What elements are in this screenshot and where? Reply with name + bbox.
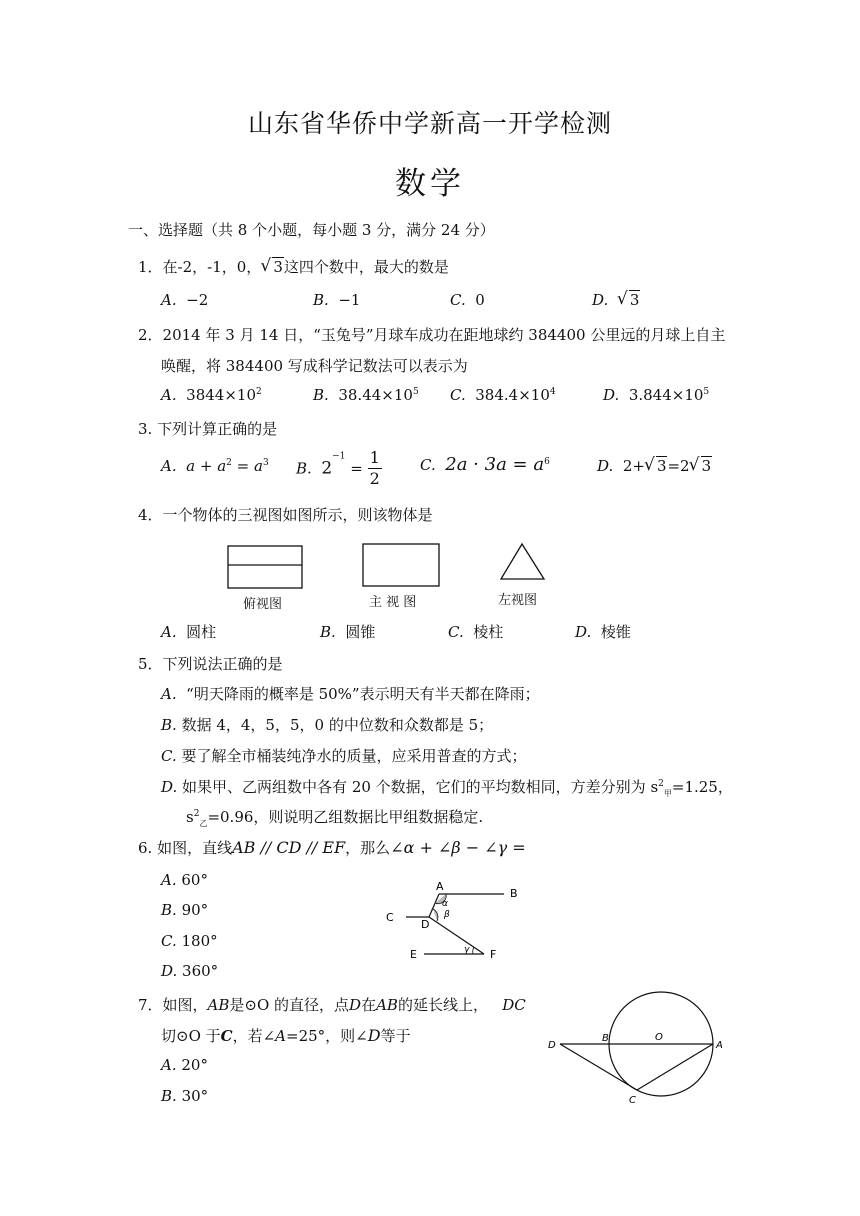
q3-option-a: A. $a + a^2 = a^3$ xyxy=(161,457,269,475)
line-df xyxy=(429,917,484,954)
q5-option-d-line1: D. 如果甲、乙两组数中各有 20 个数据，它们的平均数相同，方差分别为 $s^2_甲=1.25$， xyxy=(161,778,733,798)
label-c: C xyxy=(629,1095,636,1106)
chord-ca xyxy=(637,1044,713,1090)
question-5: 5．下列说法正确的是 xyxy=(138,655,283,673)
side-view-triangle xyxy=(501,544,544,579)
gamma-arc xyxy=(473,947,474,954)
q4-option-b: B. 圆锥 xyxy=(320,623,376,641)
question-2-line1: 2．2014 年 3 月 14 日，“玉兔号”月球车成功在距地球约 384400 公里远的月球上自主 xyxy=(138,326,726,344)
tangent-dc xyxy=(560,1044,637,1090)
q1-option-c: C. 0 xyxy=(450,291,485,309)
q6-option-b: B. 90° xyxy=(161,901,209,919)
label-a: A xyxy=(716,1040,723,1051)
label-c: C xyxy=(386,911,394,924)
question-6: 6. 如图，直线AB // CD // EF，那么∠α + ∠β − ∠γ = xyxy=(138,838,526,857)
q1-stem-a: 1．在-2，-1，0， xyxy=(138,258,262,276)
label-e: E xyxy=(410,948,417,961)
q1-option-d: D. √ 3 xyxy=(592,291,640,309)
q1-option-a: A. −2 xyxy=(161,291,209,309)
question-4: 4．一个物体的三视图如图所示，则该物体是 xyxy=(138,506,433,524)
top-view-rect xyxy=(228,546,302,588)
q1-stem-c: 这四个数中，最大的数是 xyxy=(283,258,449,276)
label-beta: β xyxy=(444,910,450,920)
beta-arc xyxy=(433,909,438,921)
view-label-top: 俯视图 xyxy=(243,597,283,612)
label-o: O xyxy=(655,1032,663,1043)
circle-tangent-figure xyxy=(540,985,740,1107)
q6-option-a: A. 60° xyxy=(161,871,208,889)
q2-option-c: C. $384.4\times 10^4$ xyxy=(450,386,556,404)
front-view-rect xyxy=(363,544,439,586)
q5-option-b: B. 数据 4，4，5，5，0 的中位数和众数都是 5； xyxy=(161,716,494,734)
label-f: F xyxy=(490,948,497,961)
label-d: D xyxy=(421,918,430,931)
subject-heading: 数学 xyxy=(395,166,465,202)
section-heading: 一、选择题（共 8 个小题，每小题 3 分，满分 24 分） xyxy=(128,221,495,239)
q5-option-d-line2: $s^2_乙=0.96$，则说明乙组数据比甲组数据稳定. xyxy=(186,808,484,828)
question-7-line2: 切⊙O 于C，若∠A=25°，则∠D等于 xyxy=(161,1026,411,1045)
q5-option-c: C. 要了解全市桶装纯净水的质量，应采用普查的方式； xyxy=(161,747,527,765)
question-7-line1: 7．如图，AB是⊙O 的直径，点D在AB的延长线上， DC xyxy=(138,996,526,1014)
page-title: 山东省华侨中学新高一开学检测 xyxy=(247,109,612,138)
question-1 xyxy=(138,256,449,277)
question-3: 3. 下列计算正确的是 xyxy=(138,420,278,438)
q6-option-d: D. 360° xyxy=(161,962,219,980)
q3-option-c: C. $2a \cdot 3a = a^6$ xyxy=(420,454,550,475)
q7-option-b: B. 30° xyxy=(161,1087,209,1105)
label-alpha: α xyxy=(442,899,448,909)
q1-option-b: B. −1 xyxy=(313,291,361,309)
question-2-line2: 唤醒，将 384400 写成科学记数法可以表示为 xyxy=(161,357,468,375)
q4-option-d: D. 棱锥 xyxy=(575,623,631,641)
label-a: A xyxy=(436,880,444,893)
label-d: D xyxy=(548,1040,556,1051)
q6-option-c: C. 180° xyxy=(161,932,218,950)
q2-option-a: A. $3844\times 10^2$ xyxy=(161,386,262,404)
sqrt-symbol: √ 3 xyxy=(261,258,284,276)
label-gamma: γ xyxy=(464,945,470,955)
view-label-front: 主 视 图 xyxy=(369,595,417,610)
parallel-lines-figure xyxy=(380,876,530,964)
label-b: B xyxy=(510,887,518,900)
q2-option-d: D. $3.844\times 10^5$ xyxy=(603,386,710,404)
label-b: B xyxy=(602,1033,609,1044)
q3-option-b: B. $2^{-1}$ = $\frac{1}{2}$ xyxy=(296,448,380,488)
q2-option-b: B. $38.44\times 10^5$ xyxy=(313,386,419,404)
q4-option-c: C. 棱柱 xyxy=(448,623,504,641)
q7-option-a: A. 20° xyxy=(161,1056,208,1074)
view-label-side: 左视图 xyxy=(498,593,538,608)
q4-option-a: A. 圆柱 xyxy=(161,623,217,641)
q3-option-d: D. 2+√ 3=2√ 3 xyxy=(597,457,712,475)
q5-option-a: A. “明天降雨的概率是 50%”表示明天有半天都在降雨； xyxy=(161,685,540,703)
